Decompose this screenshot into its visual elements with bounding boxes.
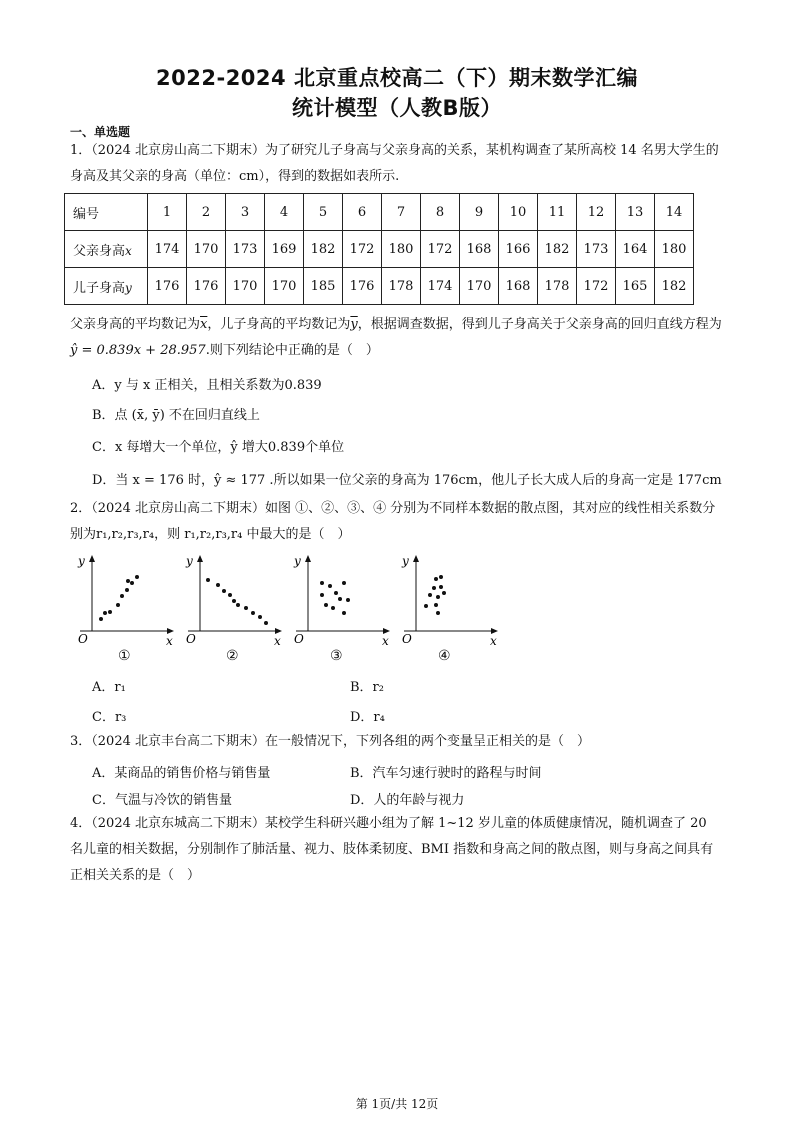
table-cell: 176: [148, 268, 187, 305]
origin-label: O: [186, 632, 196, 646]
table-cell: 178: [382, 268, 421, 305]
q1-data-table: [64, 193, 694, 305]
table-cell: 176: [187, 268, 226, 305]
data-point: [135, 575, 139, 579]
plot-label-3: ③: [330, 648, 343, 664]
var-x: x: [125, 243, 132, 258]
data-point: [342, 611, 346, 615]
data-point: [258, 615, 262, 619]
table-cell: 9: [460, 194, 499, 231]
scatter-points: [99, 575, 139, 621]
q4-stem: 4．（2024 北京东城高二下期末）某校学生科研兴趣小组为了解 1~12 岁儿童的体质健康情况，随机调查了 20 名儿童的相关数据，分别制作了肺活量、视力、肢体柔韧度、BMI 指数和身高之间的散点图，则与身高之间具有正相关关系的是（ ）: [70, 816, 714, 883]
scatter-points: [424, 575, 446, 615]
table-row-son: [65, 268, 694, 305]
data-point: [442, 591, 446, 595]
scatter-plot-1: [70, 553, 176, 648]
y-axis-label: y: [186, 554, 193, 568]
origin-label: O: [402, 632, 412, 646]
section-heading: 一、单选题: [70, 125, 131, 139]
table-cell: 173: [226, 231, 265, 268]
data-point: [236, 603, 240, 607]
q1-stem: [70, 312, 722, 364]
q3-option-b: B．汽车匀速行驶时的路程与时间: [350, 766, 542, 781]
data-point: [439, 585, 443, 589]
data-point: [324, 603, 328, 607]
q2-option-b: B．r₂: [350, 680, 384, 695]
table-cell: 4: [265, 194, 304, 231]
data-point: [432, 586, 436, 590]
table-cell: 174: [421, 268, 460, 305]
y-arrow-icon: [305, 555, 311, 562]
table-row-ids: [65, 194, 694, 231]
table-cell: 164: [616, 231, 655, 268]
table-cell: 176: [343, 268, 382, 305]
table-cell: 1: [148, 194, 187, 231]
table-cell: 185: [304, 268, 343, 305]
var-y: y: [125, 280, 132, 295]
data-point: [428, 593, 432, 597]
x-axis-label: x: [274, 634, 281, 648]
q1-intro: 1．（2024 北京房山高二下期末）为了研究儿子身高与父亲身高的关系，某机构调查了某所高校 14 名男大学生的身高及其父亲的身高（单位：cm），得到的数据如表所示.: [70, 143, 719, 184]
table-cell: 182: [538, 231, 577, 268]
scatter-plot-3: [286, 553, 392, 648]
origin-label: O: [294, 632, 304, 646]
data-point: [251, 611, 255, 615]
data-point: [108, 610, 112, 614]
x-axis-label: x: [166, 634, 173, 648]
q1-option-b: B．点 (x̄, ȳ) 不在回归直线上: [92, 408, 260, 423]
scatter-plot-4: [394, 553, 500, 648]
table-cell: 178: [538, 268, 577, 305]
data-point: [334, 591, 338, 595]
data-point: [264, 621, 268, 625]
origin-label: O: [78, 632, 88, 646]
table-cell: 182: [304, 231, 343, 268]
data-point: [126, 579, 130, 583]
plot-label-2: ②: [226, 648, 239, 664]
q1-option-d: D．当 x = 176 时，ŷ ≈ 177 .所以如果一位父亲的身高为 176cm，他儿子长大成人后的身高一定是 177cm: [92, 473, 722, 488]
data-point: [244, 606, 248, 610]
q3-option-d: D．人的年龄与视力: [350, 793, 465, 808]
plot-label-4: ④: [438, 648, 451, 664]
data-point: [342, 581, 346, 585]
mean-x-symbol: $\overline{x}$: [200, 317, 208, 332]
q1-stem-part4: .则下列结论中正确的是（ ）: [205, 343, 379, 358]
table-cell: 174: [148, 231, 187, 268]
table-cell: 2: [187, 194, 226, 231]
table-cell: 182: [655, 268, 694, 305]
y-axis-label: y: [294, 554, 301, 568]
table-row-father: [65, 231, 694, 268]
row-label-father-text: 父亲身高: [73, 243, 126, 259]
y-axis-label: y: [78, 554, 85, 568]
data-point: [434, 603, 438, 607]
data-point: [232, 599, 236, 603]
document-title-line1: 2022-2024 北京重点校高二（下）期末数学汇编: [156, 66, 638, 90]
data-point: [125, 588, 129, 592]
data-point: [116, 603, 120, 607]
table-cell: 11: [538, 194, 577, 231]
data-point: [228, 593, 232, 597]
table-cell: 172: [343, 231, 382, 268]
table-cell: 170: [187, 231, 226, 268]
q1-stem-part3: ，根据调查数据，得到儿子身高关于父亲身高的回归直线方程为: [357, 317, 722, 332]
table-cell: 180: [655, 231, 694, 268]
q1-stem-part1: 父亲身高的平均数记为: [70, 317, 201, 332]
row-label-son-text: 儿子身高: [73, 280, 126, 296]
table-cell: 166: [499, 231, 538, 268]
table-cell: 180: [382, 231, 421, 268]
table-cell: 168: [460, 231, 499, 268]
scatter-points: [320, 581, 350, 615]
scatter-points: [206, 578, 268, 625]
table-cell: 170: [226, 268, 265, 305]
table-cell: 173: [577, 231, 616, 268]
table-cell: 168: [499, 268, 538, 305]
plot-label-1: ①: [118, 648, 131, 664]
data-point: [346, 598, 350, 602]
table-cell: 7: [382, 194, 421, 231]
data-point: [338, 597, 342, 601]
table-cell: 169: [265, 231, 304, 268]
data-point: [424, 604, 428, 608]
table-cell: 5: [304, 194, 343, 231]
q1-option-c: C．x 每增大一个单位，ŷ 增大0.839个单位: [92, 440, 345, 455]
regression-equation: ŷ = 0.839x + 28.957: [70, 343, 206, 358]
scatter-plots: [70, 553, 500, 668]
data-point: [99, 617, 103, 621]
table-cell: 13: [616, 194, 655, 231]
table-cell: 12: [577, 194, 616, 231]
x-axis-label: x: [382, 634, 389, 648]
mean-y-symbol: $\overline{y}$: [350, 317, 358, 332]
data-point: [331, 606, 335, 610]
y-axis-label: y: [402, 554, 409, 568]
table-cell: 6: [343, 194, 382, 231]
table-cell: 172: [421, 231, 460, 268]
q1-option-a: A．y 与 x 正相关，且相关系数为0.839: [92, 378, 322, 393]
row-label-father: [65, 231, 148, 268]
document-title-line2: 统计模型（人教B版）: [291, 96, 502, 120]
table-cell: 170: [265, 268, 304, 305]
q3-stem: 3．（2024 北京丰台高二下期末）在一般情况下，下列各组的两个变量呈正相关的是（ ）: [70, 734, 590, 749]
q3-option-c: C．气温与冷饮的销售量: [92, 793, 232, 808]
table-cell: 8: [421, 194, 460, 231]
q3-option-a: A．某商品的销售价格与销售量: [92, 766, 271, 781]
scatter-plot-2: [178, 553, 284, 648]
page-footer: 第 1页/共 12页: [355, 1097, 439, 1111]
table-cell: 3: [226, 194, 265, 231]
q2-option-d: D．r₄: [350, 710, 385, 725]
row-label-id: 编号: [65, 194, 148, 231]
data-point: [206, 578, 210, 582]
table-cell: 14: [655, 194, 694, 231]
data-point: [120, 594, 124, 598]
data-point: [320, 581, 324, 585]
table-cell: 10: [499, 194, 538, 231]
q2-option-c: C．r₃: [92, 710, 127, 725]
y-arrow-icon: [413, 555, 419, 562]
q2-stem: 2．（2024 北京房山高二下期末）如图 ①、②、③、④ 分别为不同样本数据的散点图，其对应的线性相关系数分别为r₁,r₂,r₃,r₄，则 r₁,r₂,r₃,r₄ 中最大的是（ ）: [70, 501, 716, 542]
x-axis-label: x: [490, 634, 497, 648]
data-point: [103, 611, 107, 615]
table-cell: 165: [616, 268, 655, 305]
y-arrow-icon: [89, 555, 95, 562]
data-point: [439, 575, 443, 579]
data-point: [320, 593, 324, 597]
data-point: [434, 577, 438, 581]
row-label-son: [65, 268, 148, 305]
q1-stem-part2: ，儿子身高的平均数记为: [207, 317, 351, 332]
data-point: [436, 611, 440, 615]
table-cell: 172: [577, 268, 616, 305]
data-point: [328, 584, 332, 588]
data-point: [130, 581, 134, 585]
data-point: [222, 589, 226, 593]
data-point: [216, 583, 220, 587]
y-arrow-icon: [197, 555, 203, 562]
q2-option-a: A．r₁: [92, 680, 126, 695]
table-cell: 170: [460, 268, 499, 305]
data-point: [436, 595, 440, 599]
